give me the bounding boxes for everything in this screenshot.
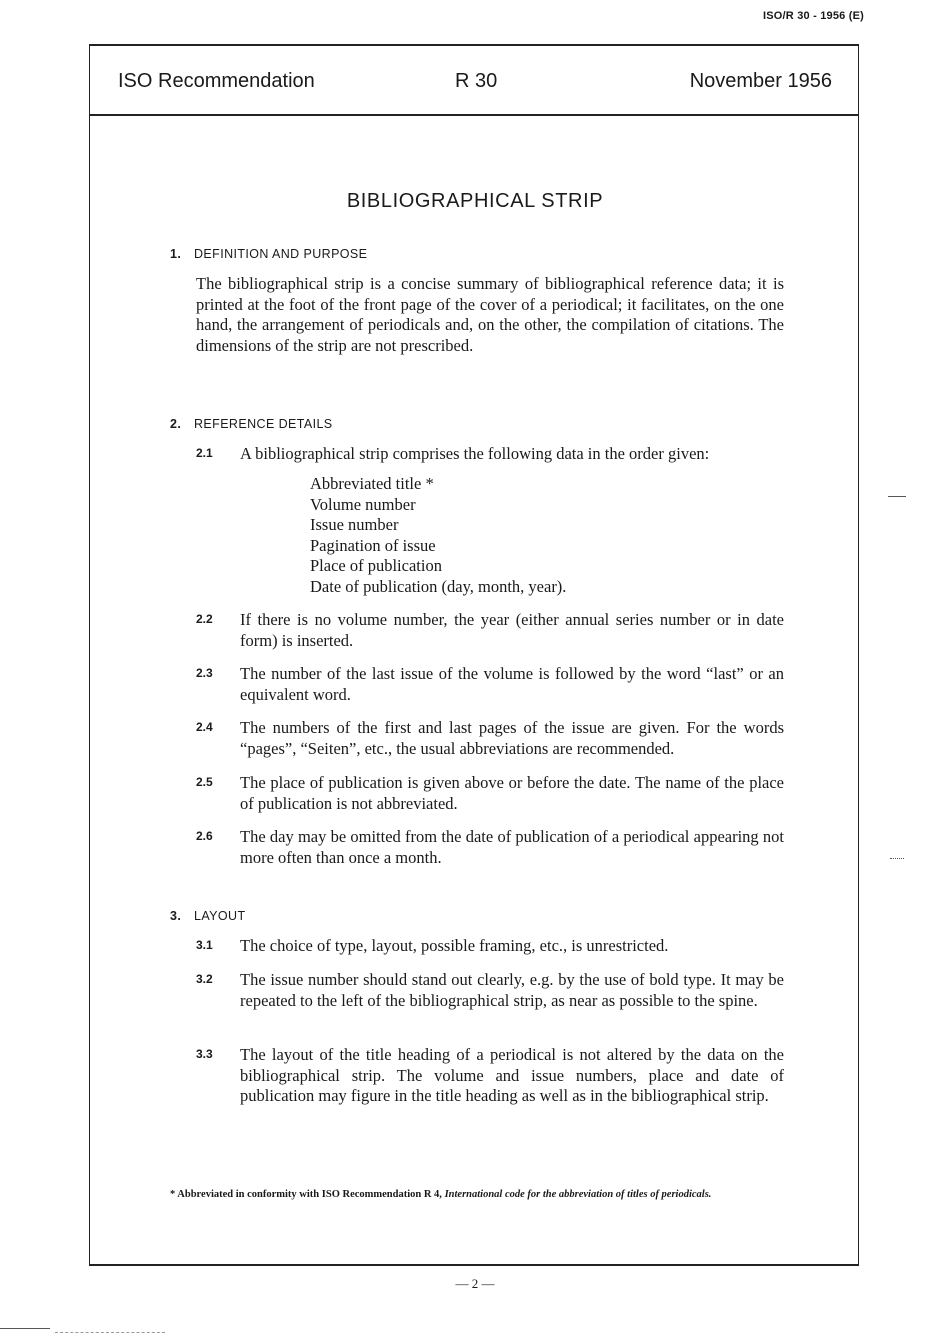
subsection-text: If there is no volume number, the year (either annual series number or in date form) is inserted.	[240, 610, 784, 650]
subsection-text: The issue number should stand out clearly, e.g. by the use of bold type. It may be repeated to the left of the bibliographical strip, as near as possible to the spine.	[240, 970, 784, 1010]
list-item: Date of publication (day, month, year).	[310, 576, 567, 596]
section-heading	[170, 247, 367, 261]
section-number: 1.	[170, 247, 182, 261]
page-number: — 2 —	[455, 1276, 495, 1291]
subsection	[196, 773, 784, 814]
subsection-text: The place of publication is given above or before the date. The name of the place of publication is not abbreviated.	[240, 773, 784, 813]
data-item-list	[310, 474, 566, 598]
section-title: DEFINITION AND PURPOSE	[194, 247, 368, 261]
section-title: REFERENCE DETAILS	[194, 417, 333, 431]
subsection-text: The numbers of the first and last pages of the issue are given. For the words “pages”, “Seiten”, etc., the usual abbreviations are recommended.	[240, 718, 784, 758]
subsection-text: The choice of type, layout, possible framing, etc., is unrestricted.	[240, 936, 669, 955]
subsection	[196, 444, 784, 465]
footnote-text: * Abbreviated in conformity with ISO Recommendation R 4,	[170, 1189, 445, 1200]
list-item: Pagination of issue	[310, 535, 436, 555]
section-number: 2.	[170, 417, 182, 431]
subsection	[196, 718, 784, 759]
subsection-number: 2.5	[196, 775, 213, 789]
list-item: Abbreviated title *	[310, 474, 434, 493]
subsection-number: 3.1	[196, 938, 213, 952]
list-item: Issue number	[310, 515, 399, 535]
section-paragraph: The bibliographical strip is a concise summary of bibliographical reference data; it is printed at the foot of the front page of the cover of a periodical; it facilitates, on the one hand, the arrangement of periodicals and, on the other, the compilation of citations. The dimensions of the strip are not prescribed.	[196, 274, 784, 355]
header-band	[90, 46, 858, 116]
subsection	[196, 1045, 784, 1107]
subsection-number: 2.3	[196, 666, 213, 680]
subsection-text: The day may be omitted from the date of publication of a periodical appearing not more often than once a month.	[240, 827, 784, 867]
footnote-citation: International code for the abbreviation of titles of periodicals.	[444, 1189, 712, 1200]
list-item: Volume number	[310, 494, 416, 514]
subsection	[196, 610, 784, 651]
subsection-number: 3.3	[196, 1047, 213, 1061]
subsection-text: A bibliographical strip comprises the following data in the order given:	[240, 444, 710, 463]
subsection-number: 2.2	[196, 612, 213, 626]
scan-margin-mark	[0, 1328, 50, 1329]
subsection	[196, 936, 784, 957]
subsection	[196, 970, 784, 1011]
header-recommendation-number: R 30	[455, 70, 498, 92]
section-title: LAYOUT	[194, 909, 246, 923]
subsection-text: The number of the last issue of the volume is followed by the word “last” or an equivalent word.	[240, 664, 784, 704]
subsection-number: 3.2	[196, 972, 213, 986]
list-item: Place of publication	[310, 556, 442, 576]
section-heading	[170, 909, 246, 923]
subsection-text: The layout of the title heading of a periodical is not altered by the data on the bibliographical strip. The volume and issue numbers, place and date of publication may figure in the title heading as well as in the bibliographical strip.	[240, 1045, 784, 1106]
document-title: BIBLIOGRAPHICAL STRIP	[346, 190, 604, 212]
subsection	[196, 664, 784, 705]
section-number: 3.	[170, 909, 182, 923]
subsection-number: 2.6	[196, 829, 213, 843]
subsection	[196, 827, 784, 868]
header-organization: ISO Recommendation	[118, 70, 315, 92]
header-date: November 1956	[689, 70, 832, 92]
scan-margin-mark	[890, 858, 904, 859]
footnote	[170, 1189, 784, 1201]
scan-margin-mark	[55, 1332, 165, 1333]
subsection-number: 2.1	[196, 446, 213, 460]
subsection-number: 2.4	[196, 720, 213, 734]
document-code: ISO/R 30 - 1956 (E)	[762, 10, 864, 22]
section-heading	[170, 417, 333, 431]
scan-margin-mark	[888, 496, 906, 497]
